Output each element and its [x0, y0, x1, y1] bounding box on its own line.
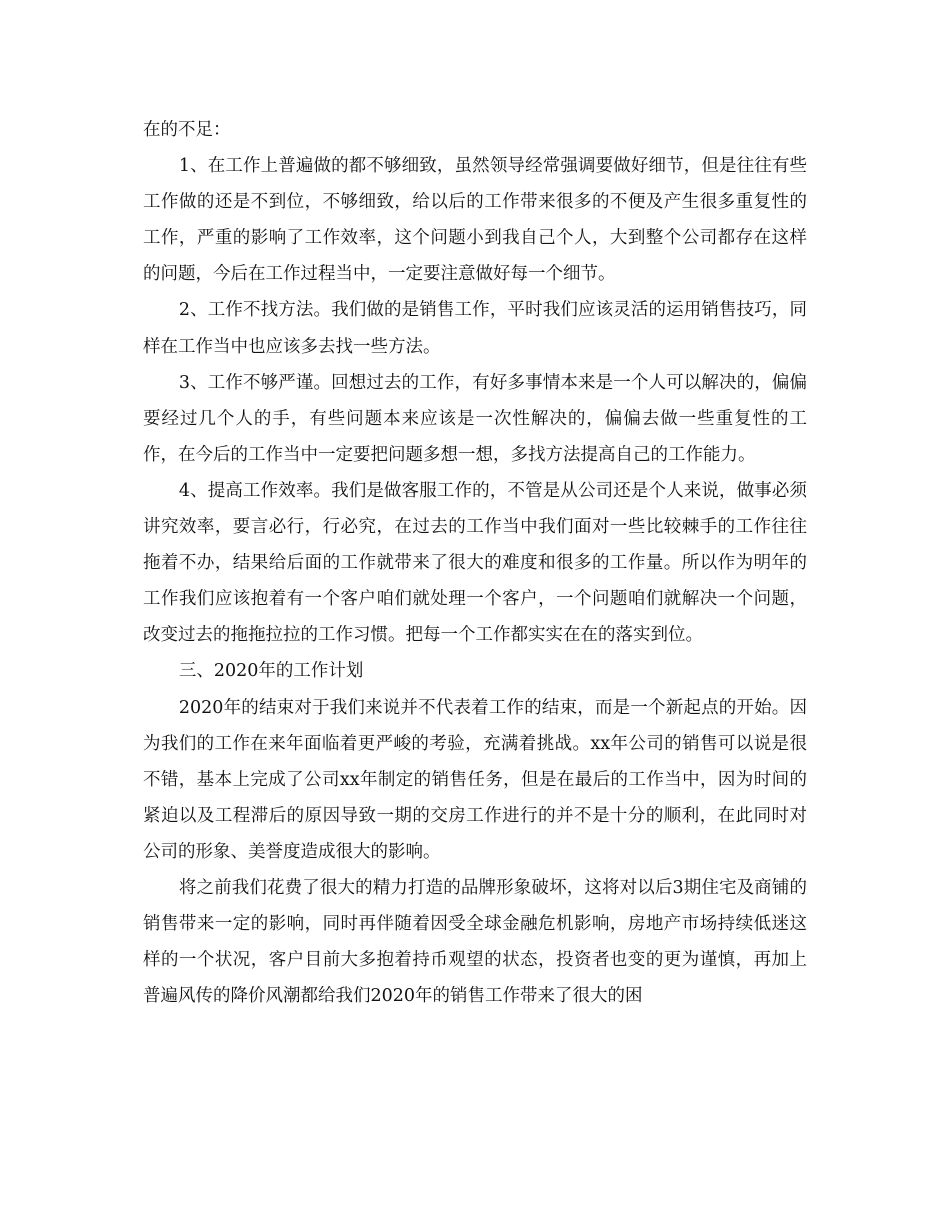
paragraph-plan-intro: 2020年的结束对于我们来说并不代表着工作的结束，而是一个新起点的开始。因为我们的工作在来年面临着更严峻的考验，充满着挑战。xx年公司的销售可以说是很不错，基本上完成了公司xx年制定的销售任务，但是在最后的工作当中，因为时间的紧迫以及工程滞后的原因导致一期的交房工作进行的并不是十分的顺利，在此同时对公司的形象、美誉度造成很大的影响。	[143, 697, 807, 862]
paragraph-plan-challenges: 将之前我们花费了很大的精力打造的品牌形象破坏，这将对以后3期住宅及商铺的销售带来一定的影响，同时再伴随着因受全球金融危机影响，房地产市场持续低迷这样的一个状况，客户目前大多抱着持币观望的状态，投资者也变的更为谨慎，再加上普遍风传的降价风潮都给我们2020年的销售工作带来了很大的困	[143, 877, 807, 1007]
section-heading: 三、2020年的工作计划	[178, 661, 364, 682]
paragraph-item-3: 3、工作不够严谨。回想过去的工作，有好多事情本来是一个人可以解决的，偏偏要经过几个人的手，有些问题本来应该是一次性解决的，偏偏去做一些重复性的工作，在今后的工作当中一定要把问题多想一想，多找方法提高自己的工作能力。	[143, 372, 807, 465]
paragraph-continuation: 在的不足：	[143, 120, 231, 140]
paragraph-item-1: 1、在工作上普遍做的都不够细致，虽然领导经常强调要做好细节，但是往往有些工作做的还是不到位，不够细致，给以后的工作带来很多的不便及产生很多重复性的工作，严重的影响了工作效率，这个问题小到我自己个人，大到整个公司都存在这样的问题，今后在工作过程当中，一定要注意做好每一个细节。	[143, 156, 807, 285]
paragraph-item-2: 2、工作不找方法。我们做的是销售工作，平时我们应该灵活的运用销售技巧，同样在工作当中也应该多去找一些方法。	[143, 300, 807, 357]
paragraph-item-4: 4、提高工作效率。我们是做客服工作的，不管是从公司还是个人来说，做事必须讲究效率，要言必行，行必究，在过去的工作当中我们面对一些比较棘手的工作往往拖着不办，结果给后面的工作就带来了很大的难度和很多的工作量。所以作为明年的工作我们应该抱着有一个客户咱们就处理一个客户，一个问题咱们就解决一个问题，改变过去的拖拖拉拉的工作习惯。把每一个工作都实实在在的落实到位。	[143, 480, 807, 646]
document-body	[143, 112, 807, 1014]
